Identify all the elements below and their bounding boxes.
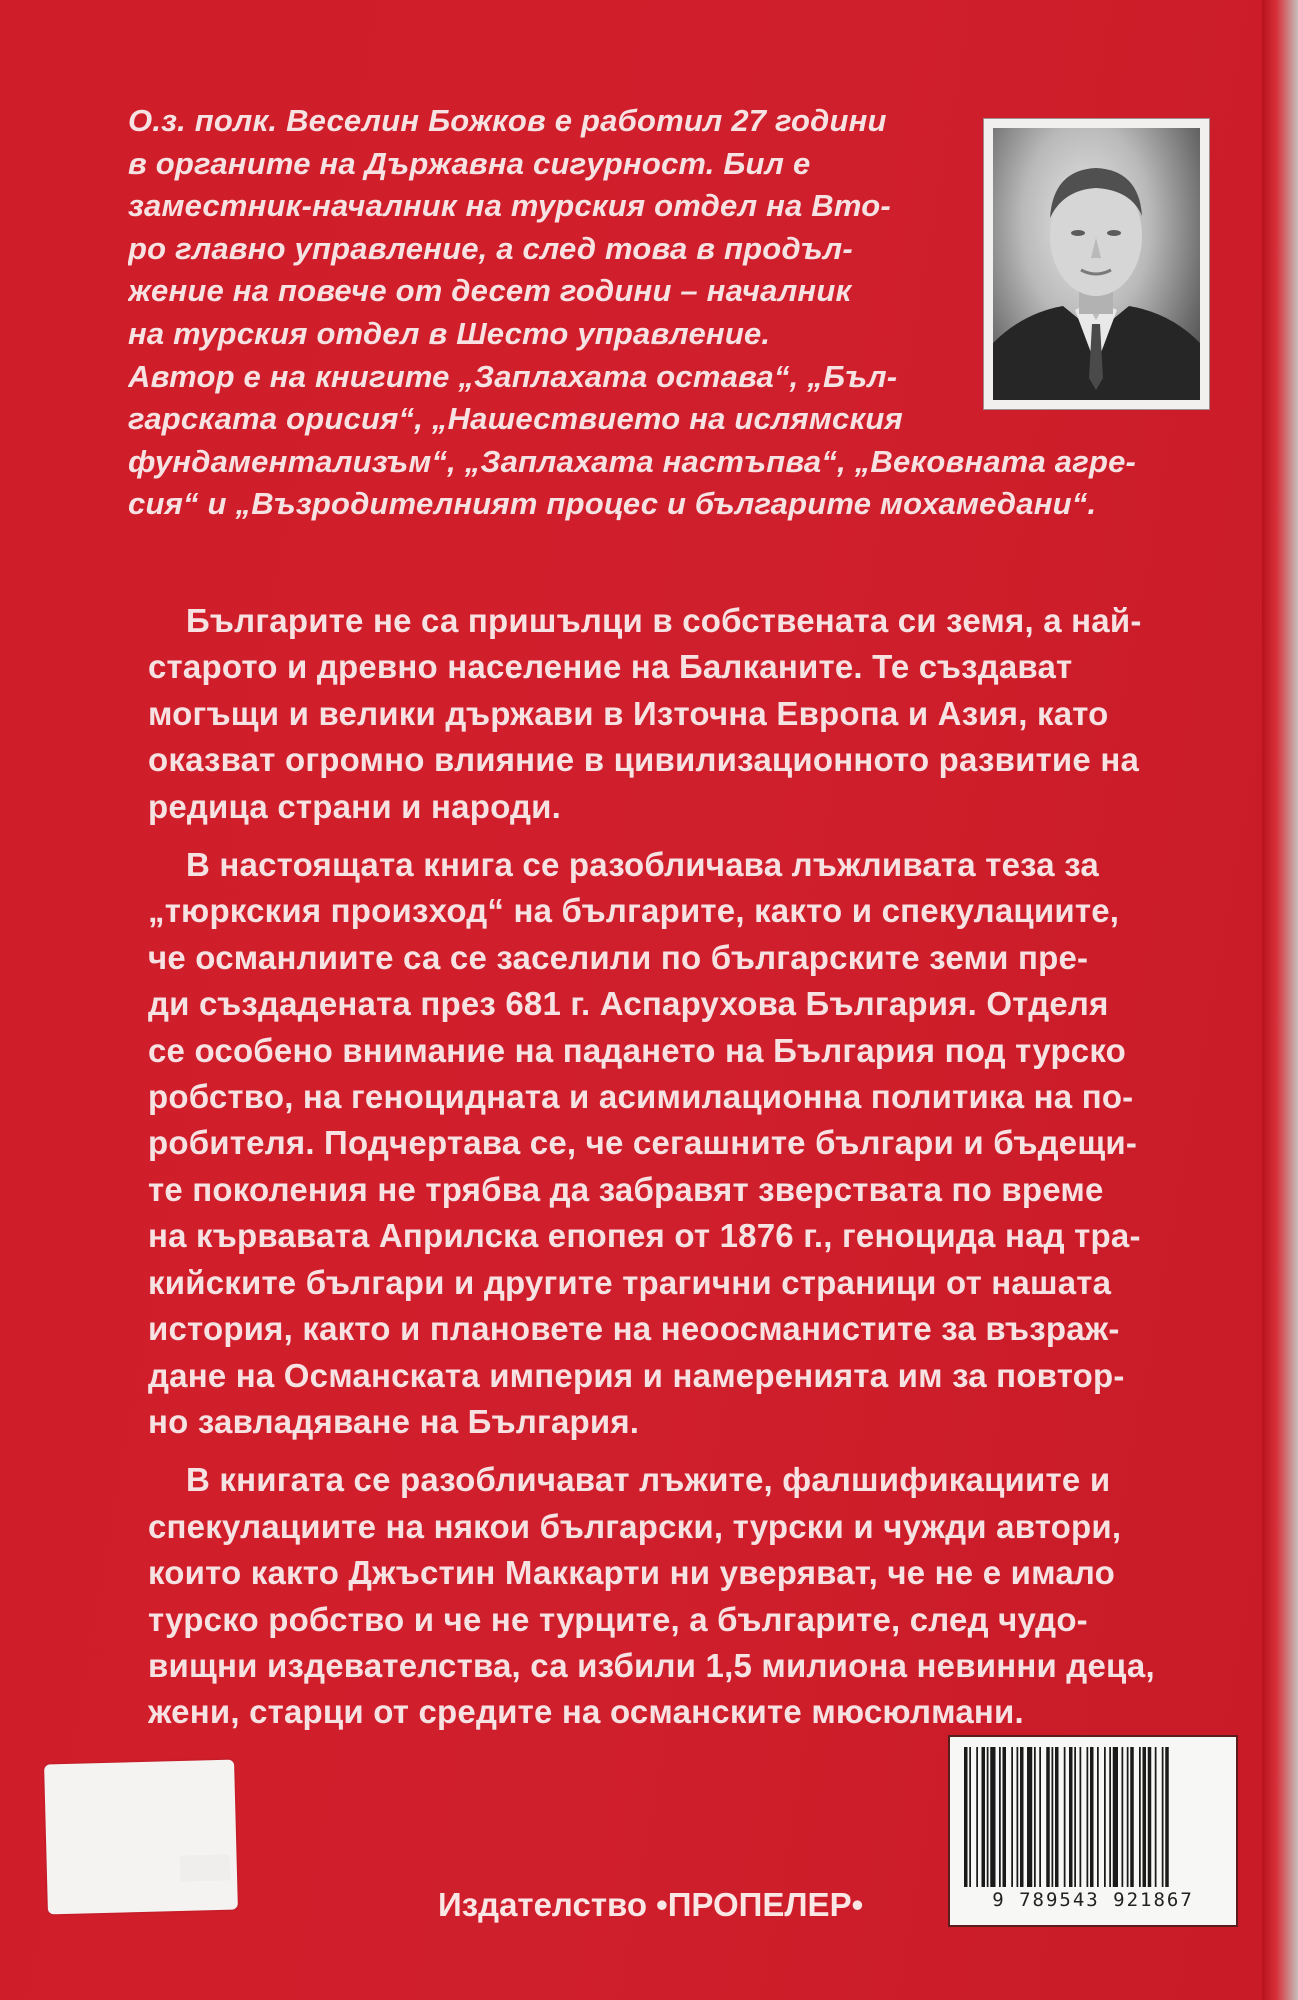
barcode-bar bbox=[1069, 1747, 1073, 1887]
barcode-bar bbox=[1139, 1747, 1141, 1887]
barcode-bar bbox=[999, 1747, 1001, 1887]
text-line: кийските българи и другите трагични страници от нашата bbox=[148, 1263, 1112, 1301]
barcode-bar bbox=[1055, 1747, 1059, 1887]
bio-line: жение на повече от десет години – началник bbox=[128, 273, 852, 309]
text-line: на кървавата Априлска епопея от 1876 г., геноцида над тра- bbox=[148, 1217, 1141, 1255]
portrait-illustration bbox=[993, 128, 1200, 400]
paragraph-3 bbox=[148, 1457, 1206, 1735]
text-line: турско робство и че не турците, а българите, след чудо- bbox=[148, 1600, 1088, 1638]
text-line: могъщи и велики държави в Източна Европа и Азия, като bbox=[148, 694, 1109, 732]
barcode-bar bbox=[1027, 1747, 1032, 1887]
text-line: В книгата се разобличават лъжите, фалшификациите и bbox=[186, 1461, 1111, 1499]
barcode-bar bbox=[1046, 1747, 1050, 1887]
bio-line: гарската орисия“, „Нашествието на ислямския bbox=[128, 401, 903, 437]
publisher-name: Издателство •ПРОПЕЛЕР• bbox=[438, 1886, 864, 1923]
barcode-bar bbox=[1113, 1747, 1118, 1887]
barcode-bar bbox=[1155, 1747, 1157, 1887]
text-line: робителя. Подчертава се, че сегашните българи и бъдещи- bbox=[148, 1124, 1138, 1162]
text-line: оказват огромно влияние в цивилизационното развитие на bbox=[148, 741, 1140, 779]
bio-line: Автор е на книгите „Заплахата остава“, „Бъл- bbox=[128, 358, 898, 394]
text-line: но завладяване на България. bbox=[148, 1402, 640, 1440]
barcode-bar bbox=[969, 1747, 971, 1887]
text-line: ди създадената през 681 г. Аспарухова България. Отделя bbox=[148, 985, 1109, 1023]
text-line: „тюркския произход“ на българите, както и спекулациите, bbox=[148, 892, 1120, 930]
price-sticker-tab bbox=[180, 1854, 231, 1881]
text-line: жени, старци от средите на османските мюсюлмани. bbox=[148, 1693, 1024, 1731]
cover-edge bbox=[1262, 0, 1298, 2000]
bio-line: в органите на Държавна сигурност. Бил е bbox=[128, 145, 811, 181]
barcode-bar bbox=[1020, 1747, 1024, 1887]
barcode-bar bbox=[982, 1747, 986, 1887]
bio-line: фундаментализъм“, „Заплахата настъпва“, „Вековната агре- bbox=[128, 443, 1137, 479]
barcode-bar bbox=[976, 1747, 978, 1887]
barcode-bar bbox=[1003, 1747, 1007, 1887]
barcode-bar bbox=[1074, 1747, 1076, 1887]
bio-line: заместник-началник на турския отдел на Вто- bbox=[128, 188, 891, 224]
barcode-bars bbox=[960, 1747, 1224, 1887]
barcode-bar bbox=[1064, 1747, 1066, 1887]
bio-line: на турския отдел в Шесто управление. bbox=[128, 315, 771, 351]
bio-line: сия“ и „Възродителният процес и българите мохамедани“. bbox=[128, 486, 1097, 522]
barcode-bar bbox=[1104, 1747, 1106, 1887]
text-line: спекулациите на някои български, турски и чужди автори, bbox=[148, 1507, 1122, 1545]
barcode-bar bbox=[1090, 1747, 1094, 1887]
barcode-bar bbox=[1087, 1747, 1089, 1887]
barcode-bar bbox=[1052, 1747, 1054, 1887]
text-line: редица страни и народи. bbox=[148, 787, 561, 825]
price-sticker bbox=[44, 1760, 238, 1915]
paragraph-1 bbox=[148, 598, 1206, 830]
text-line: робство, на геноцидната и асимилационна политика на по- bbox=[148, 1078, 1134, 1116]
text-line: история, както и плановете на неоосманистите за възраж- bbox=[148, 1310, 1120, 1348]
barcode-bar bbox=[1143, 1747, 1147, 1887]
barcode-bar bbox=[1127, 1747, 1129, 1887]
barcode-bar bbox=[1034, 1747, 1036, 1887]
text-line: те поколения не трябва да забравят зверствата по време bbox=[148, 1170, 1104, 1208]
barcode-bar bbox=[1017, 1747, 1019, 1887]
text-line: които както Джъстин Маккарти ни уверяват, че не е имало bbox=[148, 1554, 1115, 1592]
text-line: В настоящата книга се разобличава лъжливата теза за bbox=[186, 846, 1099, 884]
isbn-barcode bbox=[948, 1735, 1238, 1927]
barcode-bar bbox=[1039, 1747, 1041, 1887]
barcode-bar bbox=[987, 1747, 989, 1887]
bio-line: ро главно управление, а след това в продъл- bbox=[128, 230, 853, 266]
barcode-bar bbox=[964, 1747, 968, 1887]
paragraph-2 bbox=[148, 842, 1206, 1445]
isbn-digits: 9 789543 921867 bbox=[992, 1889, 1194, 1911]
book-description bbox=[148, 598, 1206, 1736]
author-portrait-image bbox=[993, 128, 1200, 400]
barcode-bar bbox=[1080, 1747, 1082, 1887]
barcode-bar bbox=[1011, 1747, 1013, 1887]
bio-line: О.з. полк. Веселин Божков е работил 27 години bbox=[128, 103, 887, 138]
barcode-bar bbox=[1162, 1747, 1164, 1887]
barcode-bar bbox=[1130, 1747, 1134, 1887]
barcode-bar bbox=[990, 1747, 995, 1887]
text-line: старото и древно население на Балканите. Те създават bbox=[148, 648, 1073, 686]
barcode-bar bbox=[1122, 1747, 1124, 1887]
text-line: вищни издевателства, са избили 1,5 милиона невинни деца, bbox=[148, 1646, 1155, 1684]
text-line: дане на Османската империя и намеренията им за повтор- bbox=[148, 1356, 1125, 1394]
author-photo bbox=[983, 118, 1210, 410]
text-line: се особено внимание на падането на България под турско bbox=[148, 1031, 1126, 1069]
barcode-bar bbox=[1165, 1747, 1169, 1887]
barcode-bar bbox=[1097, 1747, 1099, 1887]
text-line: Българите не са пришълци в собствената си земя, а най- bbox=[186, 602, 1142, 639]
barcode-bar bbox=[1148, 1747, 1152, 1887]
text-line: че османлиите са се заселили по българските земи пре- bbox=[148, 938, 1089, 976]
barcode-bar bbox=[1109, 1747, 1111, 1887]
